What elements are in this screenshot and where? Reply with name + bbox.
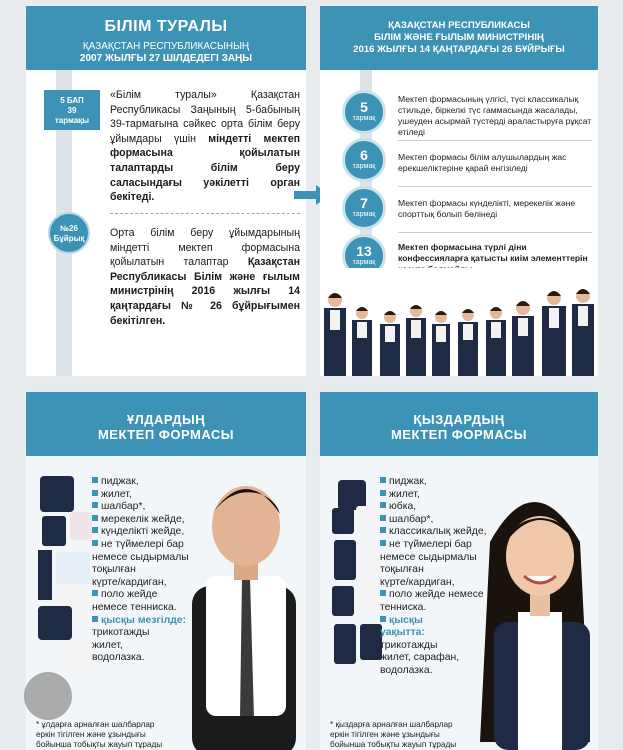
law-date: 2007 ЖЫЛҒЫ 27 ШІЛДЕДЕГІ ЗАҢЫ [79, 53, 253, 64]
divider [398, 186, 592, 187]
law-paragraph-2: Орта білім беру ұйымдарының міндетті мектеп формасына қойылатын талаптар Қазақстан Республикасы Білім және ғылым министрінің 2016 жылғы 14 қаңтардағы № 26 бұйрығымен бекітілген. [110, 227, 300, 327]
divider [398, 232, 592, 233]
boys-items-list: пиджак, жилет, шалбар*, мерекелік жейде, күнделікті жейде, не түймелері бар немесе сыдырмалы тоқылған күрте/кардиган, поло жейде немесе тенниска. қысқы мезгілде: трикотажды жилет, водолазка. [92, 476, 189, 664]
order-item-text: Мектеп формасы күнделікті, мерекелік және спорттық болып бөлінеді [398, 198, 576, 219]
law-header [26, 6, 306, 70]
girl-photo [470, 472, 598, 750]
girls-header: ҚЫЗДАРДЫҢ МЕКТЕП ФОРМАСЫ [320, 392, 598, 456]
boy-photo [174, 468, 306, 750]
order-panel [320, 6, 598, 376]
boys-footnote: * ұлдарға арналған шалбарлар еркін тігілген және ұзындығы бойынша тобықты жауып тұрады [36, 720, 163, 749]
students-group-photo [320, 268, 598, 376]
order-item-text: Мектеп формасының үлгісі, түсі классикалық стильде, біркелкі түс гаммасында жасалады, ушеуден асырмай түстерді араластыруға рұқсат етіледі [398, 94, 592, 137]
boys-header: ҰЛДАРДЫҢ МЕКТЕП ФОРМАСЫ [26, 392, 306, 456]
item-number-badge: 7 тармақ [342, 186, 386, 230]
girls-clothes-illustration [328, 478, 388, 688]
divider [398, 140, 592, 141]
law-panel [26, 6, 306, 376]
order-item-text: Мектеп формасы білім алушылардың жас ерекшеліктеріне қарай енгізіледі [398, 152, 567, 173]
law-subtitle: ҚАЗАҚСТАН РЕСПУБЛИКАСЫНЫҢ [82, 41, 250, 52]
girls-uniform-panel [320, 392, 598, 750]
order-badge: №26 Бұйрық [48, 212, 90, 254]
law-paragraph-1: «Білім туралы» Қазақстан Республикасы Заңының 5-бабының 39-тармағына сәйкес орта білім беру ұйымдары үшін міндетті мектеп формасына қойылатын талаптарды білім беру саласындағы уәкілетті орган бекітеді. [110, 89, 300, 204]
article-tag: 5 БАП 39 тармақы [44, 90, 100, 130]
law-title: БІЛІМ ТУРАЛЫ [104, 18, 228, 35]
girls-items-list: пиджак, жилет, юбка, шалбар*, классикалық жейде, не түймелері бар немесе сыдырмалы тоқылған күрте/кардиган, поло жейде немесе тенниска. қысқы уақытта: трикотажды жилет, сарафан, водолазка. [380, 476, 487, 676]
item-number-badge: 5 тармақ [342, 90, 386, 134]
boys-clothes-illustration [34, 472, 94, 702]
item-number-badge: 6 тармақ [342, 138, 386, 182]
item-number-badge: 13 тармақ [342, 234, 386, 278]
order-header: ҚАЗАҚСТАН РЕСПУБЛИКАСЫ БІЛІМ ЖӘНЕ ҒЫЛЫМ МИНИСТРІНІҢ 2016 ЖЫЛҒЫ 14 ҚАҢТАРДАҒЫ 26 БҰЙРЫҒЫ [320, 6, 598, 70]
girls-footnote: * қыздарға арналған шалбарлар еркін тігілген және ұзындығы бойынша тобықты жауып тұрады [330, 720, 457, 749]
divider [110, 213, 300, 214]
order-item-text: Мектеп формасына түрлі діни конфессияларға қатысты киім элементтерін [398, 242, 588, 263]
lens-search-icon[interactable] [24, 672, 72, 720]
